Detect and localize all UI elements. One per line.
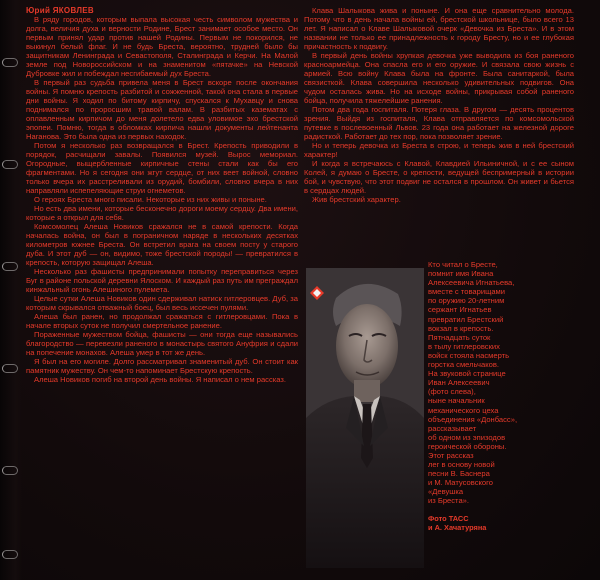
- portrait-illustration: [306, 268, 424, 568]
- caption-line: Пятнадцать суток: [428, 332, 491, 342]
- author-name: Юрий ЯКОВЛЕВ: [26, 6, 94, 15]
- paragraph: Несколько раз фашисты предпринимали попытку переправиться через Буг в районе польской деревни Ялоском. И каждый раз путь им преграждал кинжальный огонь Алешиного пулемета.: [26, 267, 298, 294]
- paragraph: Я был на его могиле. Долго рассматривал знаменитый дуб. Он стоит как памятник мужеству. Он чем-то напоминает Брестскую крепость.: [26, 357, 298, 375]
- caption-line: Кто читал о Бресте,: [428, 260, 498, 269]
- article-right-column: [304, 6, 574, 204]
- paragraph: Но и теперь девочка из Бреста в строю, и теперь жив в ней брестский характер!: [304, 141, 574, 159]
- article-left-column: [26, 6, 298, 384]
- caption-line: в тылу гитлеровских: [428, 341, 500, 351]
- caption-line: Алексеевича Игнатьева,: [428, 278, 515, 288]
- binding-ring: [2, 466, 18, 475]
- caption-line: ныне начальник: [428, 396, 485, 406]
- photo-credit: Фото ТАСС: [428, 513, 469, 523]
- caption-line: горстка смельчаков.: [428, 360, 499, 370]
- caption-line: лег в основу новой: [428, 460, 495, 470]
- paragraph: И когда я встречаюсь с Клавой, Клавдией Ильиничной, и с ее сыном Колей, я думаю о Бресте, о крепости, ведущей беспримерный в истории бой, и чувствую, что этот подвиг не остался в прошлом. Он живет и бьется в сердцах людей.: [304, 159, 574, 195]
- caption-line: по оружию 20-летним: [428, 296, 505, 306]
- order-badge-icon: [310, 286, 324, 300]
- paragraph: В первый день войны хрупкая девочка уже выводила из боя раненого красноармейца. Она спасла его и его оружие. И связала свою жизнь с армией. Всю войну Клава была на фронте. Была санитаркой, была связисткой. Клава совершила несколько удивительных подвигов. Она чудом осталась жива. Но на исходе войны, прикрывая собой раненого бойца, получила тяжелейшие ранения.: [304, 51, 574, 105]
- caption-line: Иван Алексеевич: [428, 378, 490, 388]
- veteran-portrait-photo: [306, 268, 424, 568]
- binding-ring: [2, 364, 18, 373]
- caption-line: На звуковой странице: [428, 369, 506, 379]
- photo-caption: [428, 260, 578, 532]
- caption-line: «Девушка: [428, 487, 464, 497]
- caption-line: песни В. Баснера: [428, 469, 490, 479]
- binding-ring: [2, 58, 18, 67]
- paragraph: Клава Шалыкова жива и поныне. И она еще сравнительно молода. Потому что в день начала войны ей, брестской школьнице, было всего 13 лет. Я написал о Клаве Шалыковой очерк «Девочка из Бреста». И в этом названии не только ее принадлежность к городу Бресту, но и ее глубокая причастность к подвигу.: [304, 6, 574, 51]
- caption-line: сержант Игнатьев: [428, 305, 492, 315]
- caption-line: войск стояла насмерть: [428, 350, 510, 360]
- caption-line: и М. Матусовского: [428, 478, 493, 488]
- binding-ring: [2, 262, 18, 271]
- caption-line: объединения «Донбасс»,: [428, 414, 518, 424]
- paragraph: Но есть два имени, которые бесконечно дороги моему сердцу. Два имени, которые я открыл для себя.: [26, 204, 298, 222]
- caption-line: героической обороны.: [428, 441, 507, 451]
- binding-ring: [2, 160, 18, 169]
- caption-line: превратил Брестский: [428, 314, 504, 324]
- paragraph: Алеша был ранен, но продолжал сражаться с гитлеровцами. Пока в начале вторых суток не получил смертельное ранение.: [26, 312, 298, 330]
- caption-line: (фото слева),: [428, 387, 476, 397]
- paragraph: Целые сутки Алеша Новиков один сдерживал натиск гитлеровцев. Дуб, за которым скрывался отважный боец, был весь иссечен пулями.: [26, 294, 298, 312]
- caption-line: рассказывает: [428, 423, 477, 433]
- caption-line: вокзал в крепость.: [428, 323, 494, 333]
- paragraph: Потом я несколько раз возвращался в Брест. Крепость приводили в порядок, расчищали завалы. Появился музей. Вырос мемориал. Огородные, выщербленные кирпичные стены стали как бы его фрагментами. Но я сегодня они жгут сердце, от них веет войной, словно только вчера их расстреливали из орудий, бомбили, словно вчера в них направляли испепеляющие струи огнеметов.: [26, 141, 298, 195]
- caption-line: помнит имя Ивана: [428, 269, 494, 279]
- paragraph: Жив брестский характер.: [312, 195, 401, 204]
- binding-ring: [2, 550, 18, 559]
- paragraph: Комсомолец Алеша Новиков сражался не в самой крепости. Когда началась война, он был в пограничном наряде в нескольких десятках километров южнее Бреста. Он встретил врага на своем посту у старого дуба. И этот дуб — он, видимо, тоже брестской породы! — превратился в крепость, которую защищал Алеша.: [26, 222, 298, 267]
- caption-line: Этот рассказ: [428, 450, 474, 460]
- paragraph: В ряду городов, которым выпала высокая честь символом мужества и долга, величия духа и верности Родине, Брест занимает особое место. Он первым принял удар против нашей Родины. Первым не покорился, не выкинул белый флаг. И не будь Бреста, вероятно, трудней было бы защитникам Ленинграда и Севастополя, Сталинграда и Керчи. На Малой земле под Новороссийском и на знаменитом «пятачке» на Невской Дубровке жил и побеждал несгибаемый дух Бреста.: [26, 15, 298, 78]
- caption-line: из Бреста».: [428, 496, 470, 506]
- caption-line: вместе с товарищами: [428, 287, 506, 297]
- caption-line: механического цеха: [428, 405, 499, 415]
- photo-credit: и А. Хачатуряна: [428, 522, 487, 532]
- paragraph: Пораженные мужеством бойца, фашисты — они тогда еще назывались благородство — перевезли раненого в монастырь святого Ануфрия и сдали на попечение монахов. Алеша умер в тот же день.: [26, 330, 298, 357]
- paragraph: Потом два года госпиталя. Потеря глаза. В другом — десять процентов зрения. Выйдя из госпиталя, Клава отправляется по комсомольской путевке в послевоенный Львов. 23 года она работает на железной дороге радисткой. Работает до тех пор, пока позволяет зрение.: [304, 105, 574, 141]
- paragraph: Алеша Новиков погиб на второй день войны. Я написал о нем рассказ.: [34, 375, 286, 384]
- paragraph: О героях Бреста много писали. Некоторые из них живы и поныне.: [34, 195, 267, 204]
- paragraph: В первый раз судьба привела меня в Брест вскоре после окончания войны. Я помню крепость разбитой и сожженной, такой она стала в первые дни войны. Я ходил по битому кирпичу, спускался к Мухавцу и снова поднимался по проросшим травой валам. В разбитых казематах с оплавленным кирпичом до меня долетело едва уловимое эхо брестской эпопеи. Помню, тогда в обломках кирпича нашли документы лейтенанта Наганова. Это была одна из первых находок.: [26, 78, 298, 141]
- spiral-binding: [0, 0, 22, 580]
- caption-line: об одном из эпизодов: [428, 432, 506, 442]
